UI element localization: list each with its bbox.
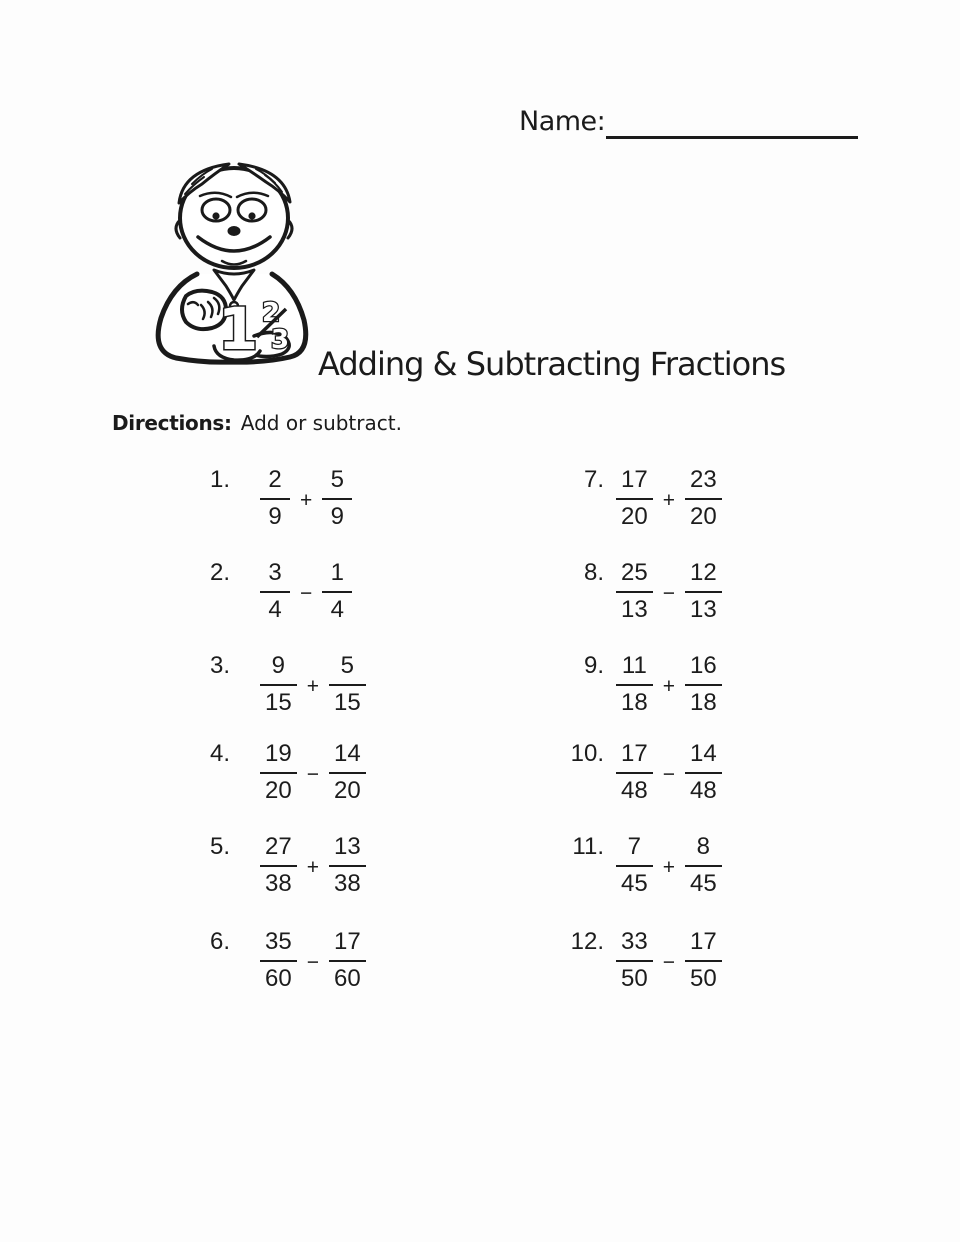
fraction-2: [322, 559, 352, 625]
cartoon-boy-illustration: [134, 158, 316, 370]
numerator: 9: [260, 652, 297, 686]
operator: +: [662, 855, 675, 879]
operator: −: [306, 950, 319, 974]
denominator: 20: [689, 502, 717, 530]
numerator: 14: [685, 740, 722, 774]
denominator: 13: [689, 595, 717, 623]
numerator: 17: [616, 740, 653, 774]
denominator: 18: [689, 688, 717, 716]
mixed-number-1-2-3: [218, 295, 289, 363]
numerator: 7: [616, 833, 653, 867]
denominator: 4: [268, 595, 282, 623]
fraction-1: [260, 833, 297, 899]
operator: −: [306, 762, 319, 786]
problem-number: 7.: [583, 466, 604, 493]
denominator: 45: [689, 869, 717, 897]
fraction-1: [616, 652, 653, 718]
numerator: 17: [685, 928, 722, 962]
problem-10: [556, 740, 722, 806]
denominator: 13: [621, 595, 648, 623]
denominator: 60: [333, 964, 361, 992]
directions-label: Directions:: [112, 411, 232, 435]
denominator: 38: [333, 869, 361, 897]
operator: −: [300, 581, 313, 605]
numerator: 13: [329, 833, 366, 867]
fraction-1: [616, 833, 653, 899]
page-title: Adding & Subtracting Fractions: [318, 345, 786, 383]
operator: +: [300, 488, 313, 512]
problem-6: [192, 928, 366, 994]
problem-number: 8.: [583, 559, 604, 586]
fraction-2: [685, 652, 722, 718]
problem-9: [556, 652, 722, 718]
mixed-number-numerator: 2: [261, 298, 281, 328]
fraction-2: [329, 833, 366, 899]
numerator: 2: [260, 466, 290, 500]
problem-1: [192, 466, 352, 532]
operator: +: [306, 674, 319, 698]
denominator: 48: [689, 776, 717, 804]
problem-number: 3.: [209, 652, 230, 679]
denominator: 45: [621, 869, 648, 897]
operator: −: [662, 581, 675, 605]
numerator: 1: [322, 559, 352, 593]
problem-number: 4.: [209, 740, 230, 767]
denominator: 9: [268, 502, 282, 530]
problem-4: [192, 740, 366, 806]
fraction-1: [616, 928, 653, 994]
problem-number: 12.: [570, 928, 604, 955]
numerator: 27: [260, 833, 297, 867]
problem-number: 10.: [570, 740, 604, 767]
numerator: 25: [616, 559, 653, 593]
numerator: 23: [685, 466, 722, 500]
problem-number: 11.: [572, 833, 604, 860]
denominator: 20: [621, 502, 648, 530]
fraction-1: [616, 466, 653, 532]
problem-11: [556, 833, 722, 899]
numerator: 5: [329, 652, 366, 686]
problem-number: 2.: [209, 559, 230, 586]
fraction-1: [260, 652, 297, 718]
fraction-1: [260, 740, 297, 806]
fraction-1: [260, 466, 290, 532]
denominator: 4: [330, 595, 344, 623]
numerator: 17: [329, 928, 366, 962]
name-blank-field[interactable]: [606, 100, 858, 139]
denominator: 48: [621, 776, 648, 804]
numerator: 35: [260, 928, 297, 962]
numerator: 17: [616, 466, 653, 500]
problem-number: 1.: [209, 466, 230, 493]
problem-2: [192, 559, 352, 625]
numerator: 8: [685, 833, 722, 867]
numerator: 19: [260, 740, 297, 774]
fraction-2: [329, 652, 366, 718]
name-label: Name:: [519, 106, 606, 138]
denominator: 15: [265, 688, 292, 716]
problem-8: [556, 559, 722, 625]
denominator: 18: [621, 688, 648, 716]
problem-5: [192, 833, 366, 899]
denominator: 60: [265, 964, 292, 992]
fraction-2: [685, 740, 722, 806]
fraction-1: [616, 740, 653, 806]
denominator: 50: [689, 964, 717, 992]
numerator: 16: [685, 652, 722, 686]
operator: +: [662, 674, 675, 698]
denominator: 20: [333, 776, 361, 804]
fraction-1: [260, 928, 297, 994]
fraction-2: [329, 740, 366, 806]
fraction-1: [260, 559, 290, 625]
denominator: 38: [265, 869, 292, 897]
numerator: 5: [322, 466, 352, 500]
mixed-number-whole: 1: [217, 295, 259, 363]
denominator: 15: [333, 688, 361, 716]
denominator: 9: [330, 502, 344, 530]
problem-number: 6.: [209, 928, 230, 955]
fraction-2: [685, 559, 722, 625]
problem-12: [556, 928, 722, 994]
operator: +: [306, 855, 319, 879]
fraction-2: [685, 466, 722, 532]
problem-number: 9.: [583, 652, 604, 679]
name-line: [519, 100, 858, 139]
denominator: 50: [621, 964, 648, 992]
numerator: 3: [260, 559, 290, 593]
directions-text: Add or subtract.: [240, 411, 402, 435]
operator: −: [662, 950, 675, 974]
problem-7: [556, 466, 722, 532]
fraction-2: [322, 466, 352, 532]
fraction-2: [685, 833, 722, 899]
directions-line: [112, 411, 402, 435]
numerator: 12: [685, 559, 722, 593]
fraction-2: [685, 928, 722, 994]
fraction-2: [329, 928, 366, 994]
problem-3: [192, 652, 366, 718]
numerator: 14: [329, 740, 366, 774]
mixed-number-denominator: 3: [270, 325, 290, 355]
fraction-1: [616, 559, 653, 625]
numerator: 33: [616, 928, 653, 962]
problem-number: 5.: [209, 833, 230, 860]
denominator: 20: [265, 776, 292, 804]
operator: −: [662, 762, 675, 786]
numerator: 11: [616, 652, 653, 686]
operator: +: [662, 488, 675, 512]
